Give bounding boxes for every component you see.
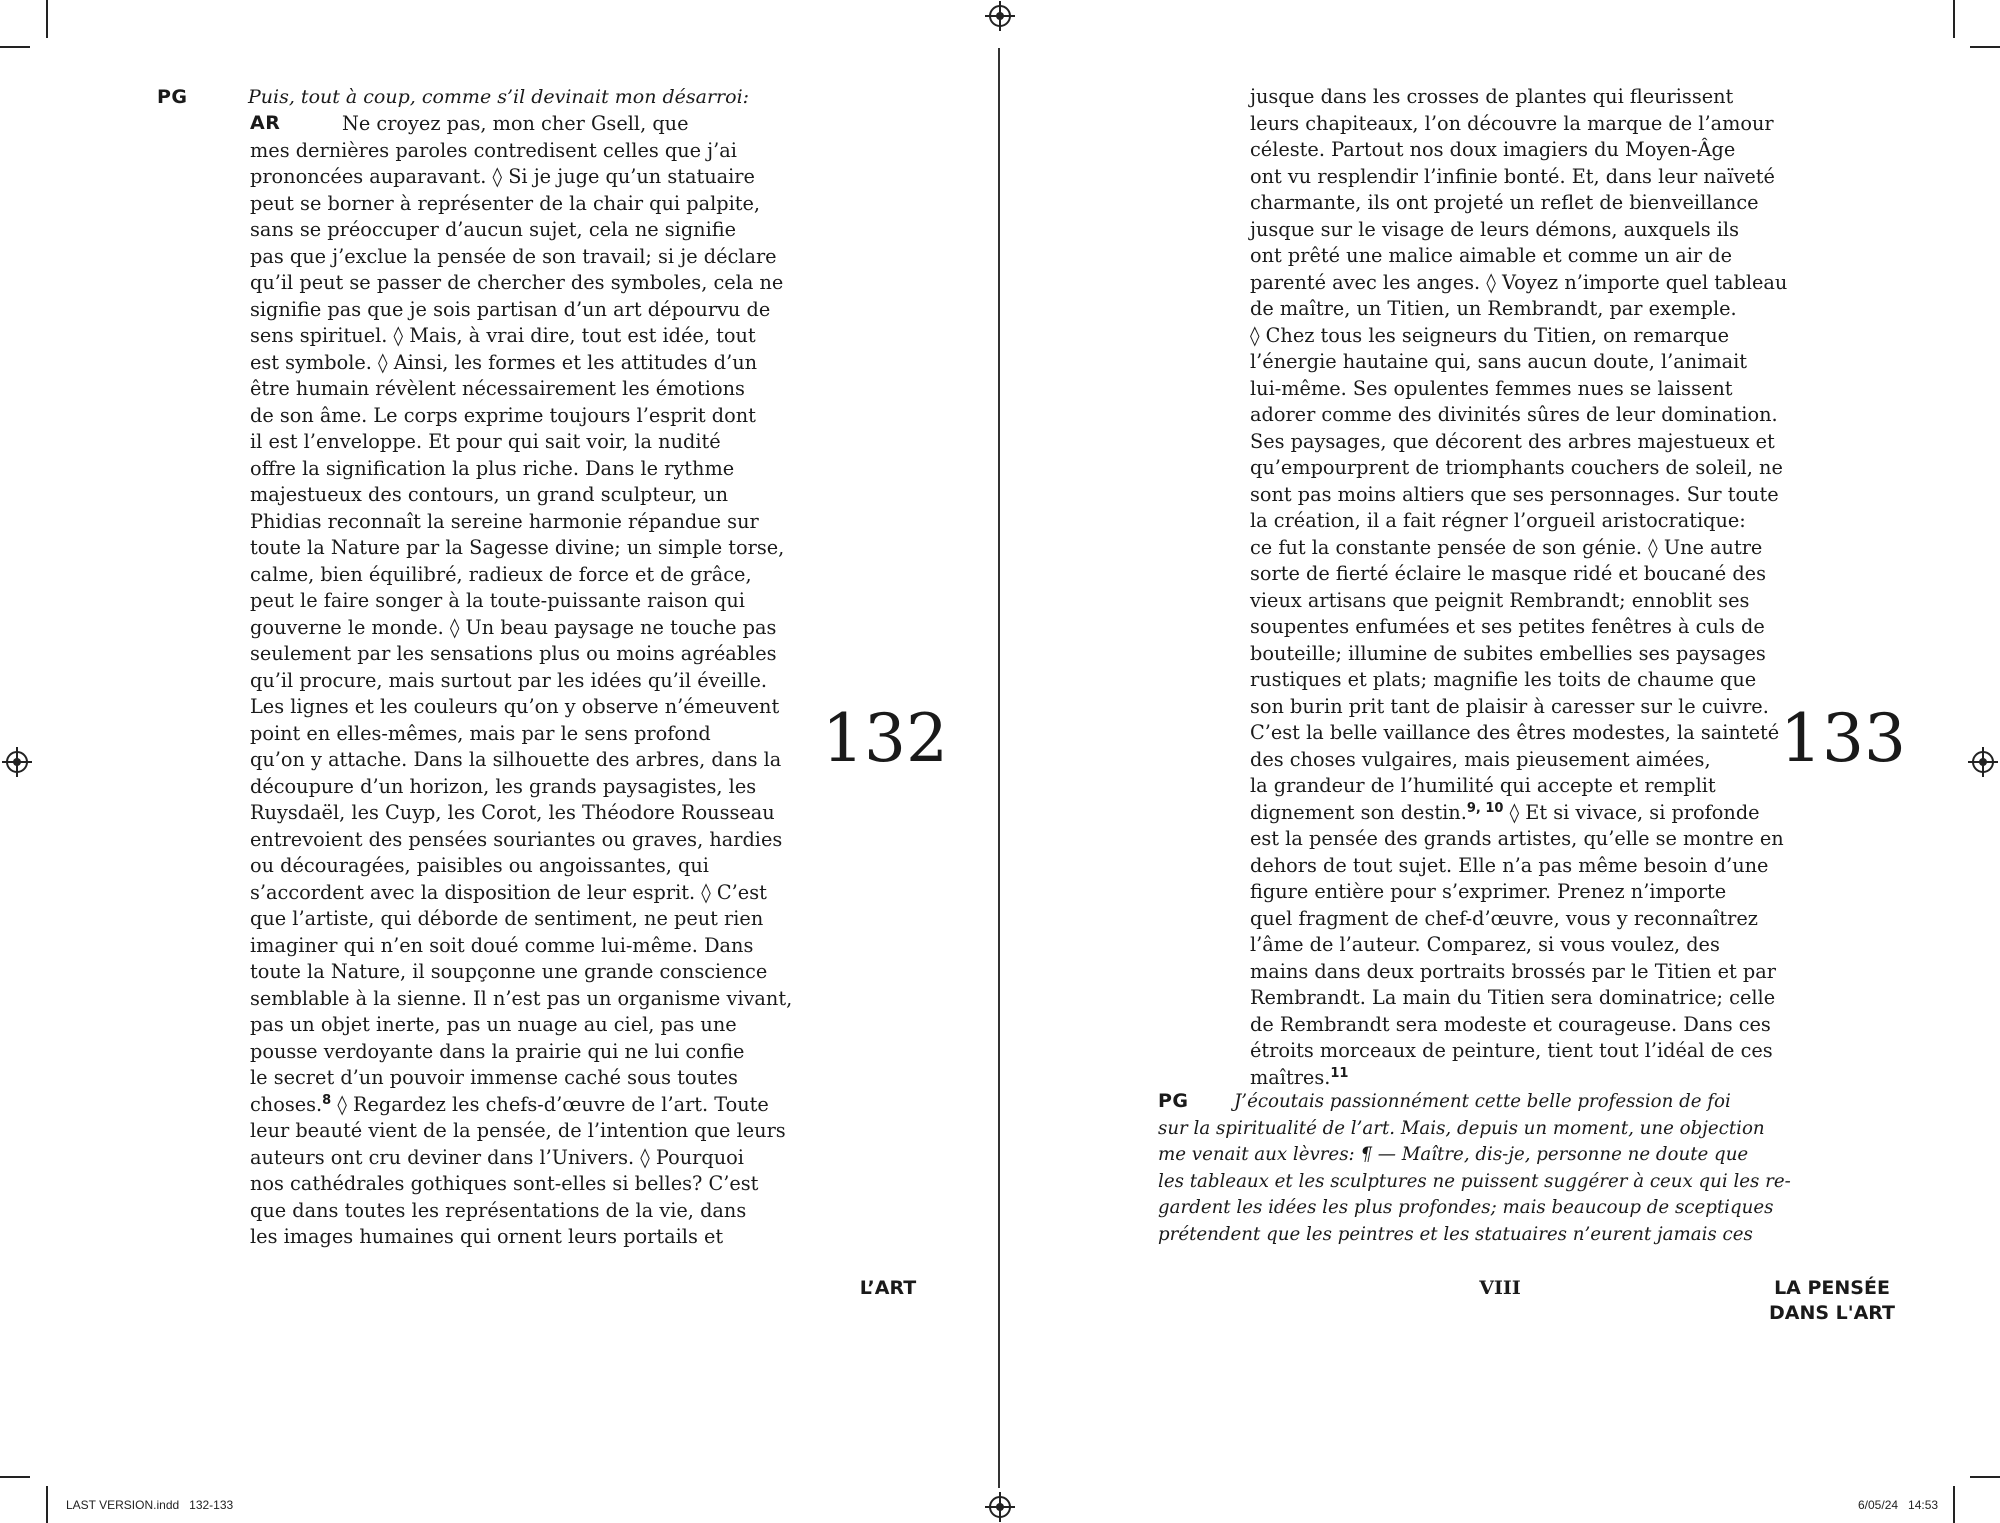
text-line: ◊ Chez tous les seigneurs du Titien, on remarque [1250, 323, 1730, 347]
text-line-with-note [250, 1092, 769, 1119]
pg-italic-text [1158, 1089, 1791, 1248]
text-line: C’est la belle vaillance des êtres modestes, la sainteté [1250, 721, 1780, 744]
text-line: me venait aux lèvres: ¶ — Maître, dis-je, personne ne doute que [1158, 1144, 1749, 1165]
footnote-reference[interactable]: 11 [1330, 1065, 1349, 1081]
crop-mark [46, 1486, 48, 1523]
text-line: sans se préoccuper d’aucun sujet, cela ne signifie [250, 218, 737, 241]
text-line: de maître, un Titien, un Rembrandt, par exemple. [1250, 297, 1737, 320]
text-line: les images humaines qui ornent leurs portails et [250, 1225, 724, 1248]
text-fragment: ◊ Regardez les chefs-d’œuvre de l’art. Toute [331, 1092, 769, 1116]
registration-mark-left [6, 751, 28, 773]
running-head-left: L’ART [859, 1277, 917, 1299]
text-fragment: ◊ Et si vivace, si profonde [1503, 800, 1760, 824]
registration-mark-top [989, 5, 1011, 27]
text-line: majestueux des contours, un grand sculpteur, un [250, 483, 729, 506]
page-number-right: 133 [1780, 700, 1906, 777]
text-line: signifie pas que je sois partisan d’un art dépourvu de [250, 297, 771, 321]
text-line: de Rembrandt sera modeste et courageuse. Dans ces [1250, 1012, 1771, 1036]
text-line: J’écoutais passionnément cette belle profession de foi [1234, 1091, 1731, 1112]
text-line: ont prêté une malice aimable et comme un air de [1250, 244, 1733, 267]
text-line: imaginer qui n’en soit doué comme lui-même. Dans [250, 933, 754, 957]
text-line: nos cathédrales gothiques sont-elles si belles? C’est [250, 1172, 759, 1195]
text-line: adorer comme des divinités sûres de leur domination. [1250, 403, 1778, 426]
text-line: dehors de tout sujet. Elle n’a pas même besoin d’une [1250, 853, 1769, 877]
text-line: peut le faire songer à la toute-puissante raison qui [250, 589, 745, 612]
registration-mark-bottom [989, 1496, 1011, 1518]
text-line: Rembrandt. La main du Titien sera dominatrice; celle [1250, 986, 1776, 1009]
text-line: entrevoient des pensées souriantes ou graves, hardies [250, 827, 783, 851]
text-line: ou découragées, paisibles ou angoissantes, qui [250, 854, 709, 877]
text-line: point en elles-mêmes, mais par le sens profond [250, 721, 711, 745]
footnote-reference[interactable]: 8 [322, 1092, 332, 1108]
speaker-tag-pg: PG [157, 86, 188, 108]
text-line: son burin prit tant de plaisir à caresser sur le cuivre. [1250, 694, 1769, 718]
text-line: la création, il a fait régner l’orgueil aristocratique: [1250, 509, 1746, 532]
text-line: l’âme de l’auteur. Comparez, si vous voulez, des [1250, 933, 1720, 956]
text-line: calme, bien équilibré, radieux de force et de grâce, [250, 562, 752, 586]
text-line: il est l’enveloppe. Et pour qui sait voir, la nudité [250, 430, 721, 453]
text-line: la grandeur de l’humilité qui accepte et remplit [1250, 774, 1716, 797]
text-line: étroits morceaux de peinture, tient tout l’idéal de ces [1250, 1039, 1773, 1062]
text-fragment: choses. [250, 1092, 323, 1116]
text-line: prononcées auparavant. ◊ Si je juge qu’un statuaire [250, 165, 755, 188]
text-line: Les lignes et les couleurs qu’on y observe n’émeuvent [250, 695, 780, 718]
text-line: toute la Nature, il soupçonne une grande conscience [250, 960, 768, 983]
speaker-tag-pg-right: PG [1158, 1090, 1189, 1112]
chapter-title-line-2: DANS L'ART [1768, 1302, 1896, 1324]
text-line: Ne croyez pas, mon cher Gsell, que [342, 112, 689, 135]
text-line: peut se borner à représenter de la chair qui palpite, [250, 191, 761, 215]
text-line: le secret d’un pouvoir immense caché sous toutes [250, 1066, 738, 1089]
speaker-tag-ar: AR [250, 112, 281, 134]
text-line: Ses paysages, que décorent des arbres majestueux et [1250, 429, 1775, 453]
text-line: gardent les idées les plus profondes; mais beaucoup de sceptiques [1158, 1197, 1774, 1218]
text-line: est la pensée des grands artistes, qu’elle se montre en [1250, 827, 1784, 850]
text-line: ce fut la constante pensée de son génie. ◊ Une autre [1250, 535, 1763, 559]
text-line: l’énergie hautaine qui, sans aucun doute, l’animait [1250, 350, 1748, 373]
right-body-text [1250, 84, 1788, 1091]
text-line: être humain révèlent nécessairement les émotions [250, 377, 745, 400]
text-line: toute la Nature par la Sagesse divine; un simple torse, [250, 536, 785, 559]
text-line: est symbole. ◊ Ainsi, les formes et les attitudes d’un [250, 350, 758, 374]
text-line: offre la signification la plus riche. Dans le rythme [250, 456, 735, 480]
text-line: sens spirituel. ◊ Mais, à vrai dire, tout est idée, tout [250, 324, 756, 347]
crop-mark [0, 46, 30, 48]
footnote-reference[interactable]: 9, 10 [1466, 800, 1504, 816]
page-number-left: 132 [822, 700, 948, 777]
text-line: parenté avec les anges. ◊ Voyez n’importe quel tableau [1250, 270, 1788, 294]
crop-mark [0, 1476, 30, 1478]
text-line: lui-même. Ses opulentes femmes nues se laissent [1250, 376, 1733, 400]
text-line: prétendent que les peintres et les statuaires n’eurent jamais ces [1158, 1223, 1753, 1245]
crop-mark [46, 0, 48, 38]
text-line: vieux artisans que peignit Rembrandt; ennoblit ses [1250, 588, 1750, 612]
text-line: jusque sur le visage de leurs démons, auxquels ils [1250, 217, 1739, 241]
text-line: sur la spiritualité de l’art. Mais, depuis un moment, une objection [1158, 1117, 1765, 1139]
text-line: que dans toutes les représentations de la vie, dans [250, 1198, 747, 1222]
text-line: pas que j’exclue la pensée de son travail; si je déclare [250, 244, 777, 268]
text-line: Ruysdaël, les Cuyp, les Corot, les Théodore Rousseau [250, 801, 775, 824]
crop-mark [1953, 1486, 1955, 1523]
text-line: que l’artiste, qui déborde de sentiment, ne peut rien [250, 907, 764, 930]
text-fragment: dignement son destin. [1250, 800, 1467, 824]
chapter-title [1742, 1276, 1922, 1326]
text-line: gouverne le monde. ◊ Un beau paysage ne touche pas [250, 615, 777, 639]
text-line: qu’il peut se passer de chercher des symboles, cela ne [250, 271, 784, 294]
text-line: jusque dans les crosses de plantes qui fleurissent [1250, 85, 1734, 108]
text-line: leur beauté vient de la pensée, de l’intention que leurs [250, 1119, 786, 1142]
slug-file-info: LAST VERSION.indd 132-133 [66, 1498, 234, 1512]
slug-date: 6/05/24 14:53 [1858, 1498, 1939, 1512]
text-line: soupentes enfumées et ses petites fenêtres à culs de [1250, 615, 1765, 638]
text-line: quel fragment de chef-d’œuvre, vous y reconnaîtrez [1250, 906, 1758, 930]
text-line: de son âme. Le corps exprime toujours l’esprit dont [250, 403, 756, 427]
text-line: mes dernières paroles contredisent celles que j’ai [250, 138, 737, 162]
text-line: pousse verdoyante dans la prairie qui ne lui confie [250, 1039, 745, 1063]
crop-mark [1970, 1476, 2000, 1478]
text-line: leurs chapiteaux, l’on découvre la marque de l’amour [1250, 111, 1774, 135]
text-line: seulement par les sensations plus ou moins agréables [250, 642, 777, 665]
text-line: charmante, ils ont projeté un reflet de bienveillance [1250, 191, 1759, 214]
chapter-number: VIII [1479, 1277, 1521, 1299]
text-line: sont pas moins altiers que ses personnages. Sur toute [1250, 482, 1779, 506]
intro-line: Puis, tout à coup, comme s’il devinait mon désarroi: [248, 86, 750, 108]
text-line: découpure d’un horizon, les grands paysagistes, les [250, 774, 757, 798]
chapter-title-line-1: LA PENSÉE [1774, 1277, 1890, 1299]
text-line: figure entière pour s’exprimer. Prenez n’importe [1250, 880, 1727, 903]
text-line: rustiques et plats; magnifie les toits de chaume que [1250, 668, 1757, 691]
text-line: auteurs ont cru deviner dans l’Univers. ◊ Pourquoi [250, 1145, 744, 1169]
text-line: qu’il procure, mais surtout par les idées qu’il éveille. [250, 668, 768, 692]
left-body-text [250, 111, 793, 1251]
text-fragment: maîtres. [1250, 1065, 1331, 1089]
text-line: bouteille; illumine de subites embellies ses paysages [1250, 641, 1766, 665]
text-line: ont vu resplendir l’infinie bonté. Et, dans leur naïveté [1250, 164, 1775, 188]
text-line: les tableaux et les sculptures ne puissent suggérer à ceux qui les re- [1158, 1170, 1791, 1192]
text-line: qu’empourprent de triomphants couchers de soleil, ne [1250, 456, 1783, 479]
text-line: mains dans deux portraits brossés par le Titien et par [1250, 959, 1776, 983]
text-line-with-note [1250, 1065, 1770, 1092]
text-line: semblable à la sienne. Il n’est pas un organisme vivant, [250, 986, 793, 1010]
text-line: céleste. Partout nos doux imagiers du Moyen-Âge [1250, 138, 1736, 161]
text-line-with-note [1250, 800, 1770, 827]
spine-gutter-line [998, 48, 1000, 1488]
text-line: pas un objet inerte, pas un nuage au ciel, pas une [250, 1013, 737, 1036]
text-line: des choses vulgaires, mais pieusement aimées, [1250, 747, 1711, 771]
crop-mark [1953, 0, 1955, 38]
text-line: Phidias reconnaît la sereine harmonie répandue sur [250, 509, 759, 533]
text-line: s’accordent avec la disposition de leur esprit. ◊ C’est [250, 880, 767, 904]
crop-mark [1970, 46, 2000, 48]
registration-mark-right [1972, 751, 1994, 773]
text-line: sorte de fierté éclaire le masque ridé et boucané des [1250, 562, 1766, 585]
text-line: qu’on y attache. Dans la silhouette des arbres, dans la [250, 748, 782, 771]
